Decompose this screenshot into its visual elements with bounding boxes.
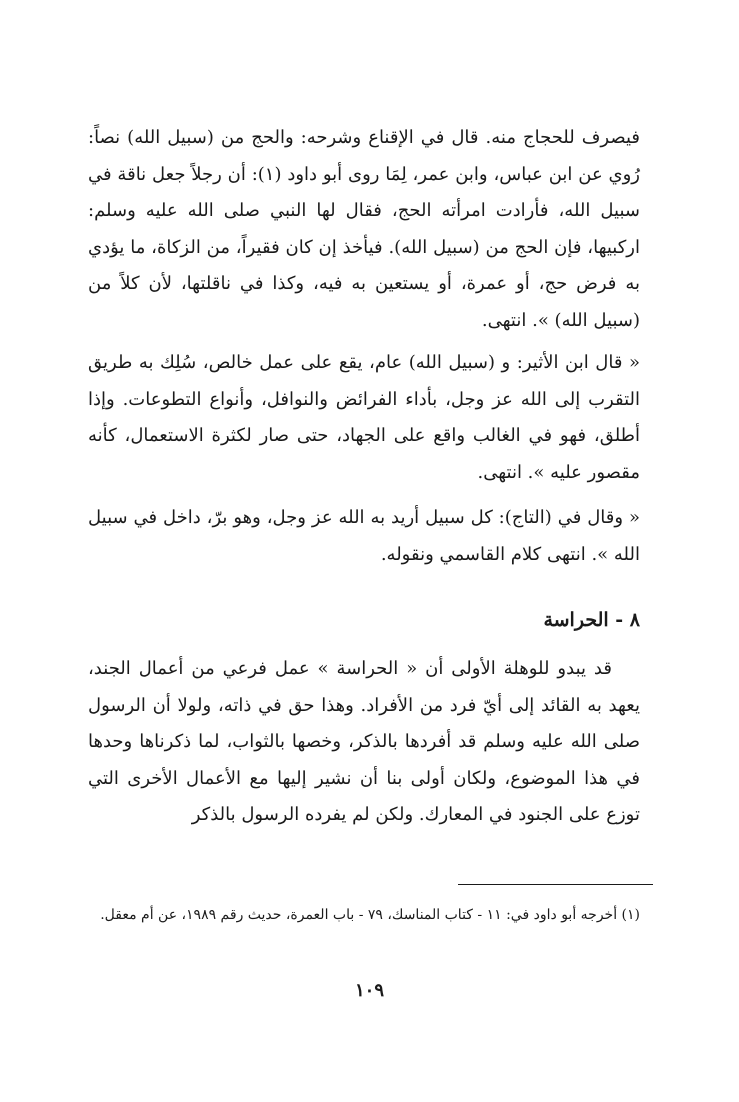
paragraph-al-taj: « وقال في (التاج): كل سبيل أريد به الله عز وجل، وهو برّ، داخل في سبيل الله ». انتهى كلام القاسمي ونقوله. [88,507,640,565]
paragraph-zakat-hajj: فيصرف للحجاج منه. قال في الإقناع وشرحه: والحج من (سبيل الله) نصاً: رُوي عن ابن عباس، وابن عمر، لِمَا روى أبو داود (١): أن رجلاً جعل ناقة في سبيل الله، فأرادت امرأته الحج، فقال لها النبي صلى الله عليه وسلم: اركبيها، فإن الحج من (سبيل الله). فيأخذ إن كان فقيراً، من الزكاة، ما يؤدي به فرض حج، أو عمرة، أو يستعين به فيه، وكذا في ناقلتها، لأن كلاً من (سبيل الله) ». انتهى. [88,127,640,331]
section-heading: ٨ - الحراسة [543,609,640,631]
paragraph-ibn-al-athir: « قال ابن الأثير: و (سبيل الله) عام، يقع على عمل خالص، سُلِك به طريق التقرب إلى الله عز وجل، بأداء الفرائض والنوافل، وأنواع التطوعات. وإذا أطلق، فهو في الغالب واقع على الجهاد، حتى صار لكثرة الاستعمال، كأنه مقصور عليه ». انتهى. [88,352,640,483]
footnote: (١) أخرجه أبو داود في: ١١ - كتاب المناسك، ٧٩ - باب العمرة، حديث رقم ١٩٨٩، عن أم معقل. [100,907,640,923]
paragraph-guarding: قد يبدو للوهلة الأولى أن « الحراسة » عمل فرعي من أعمال الجند، يعهد به القائد إلى أيّ فرد من الأفراد. وهذا حق في ذاته، ولولا أن الرسول صلى الله عليه وسلم قد أفردها بالذكر، وخصها بالثواب، لما ذكرناها وحدها في هذا الموضوع، ولكان أولى بنا أن نشير إليها مع الأعمال الأخرى التي توزع على الجنود في المعارك. ولكن لم يفرده الرسول بالذكر [88,658,640,825]
footnote-divider [458,884,653,885]
page-number: ١٠٩ [354,980,384,1001]
